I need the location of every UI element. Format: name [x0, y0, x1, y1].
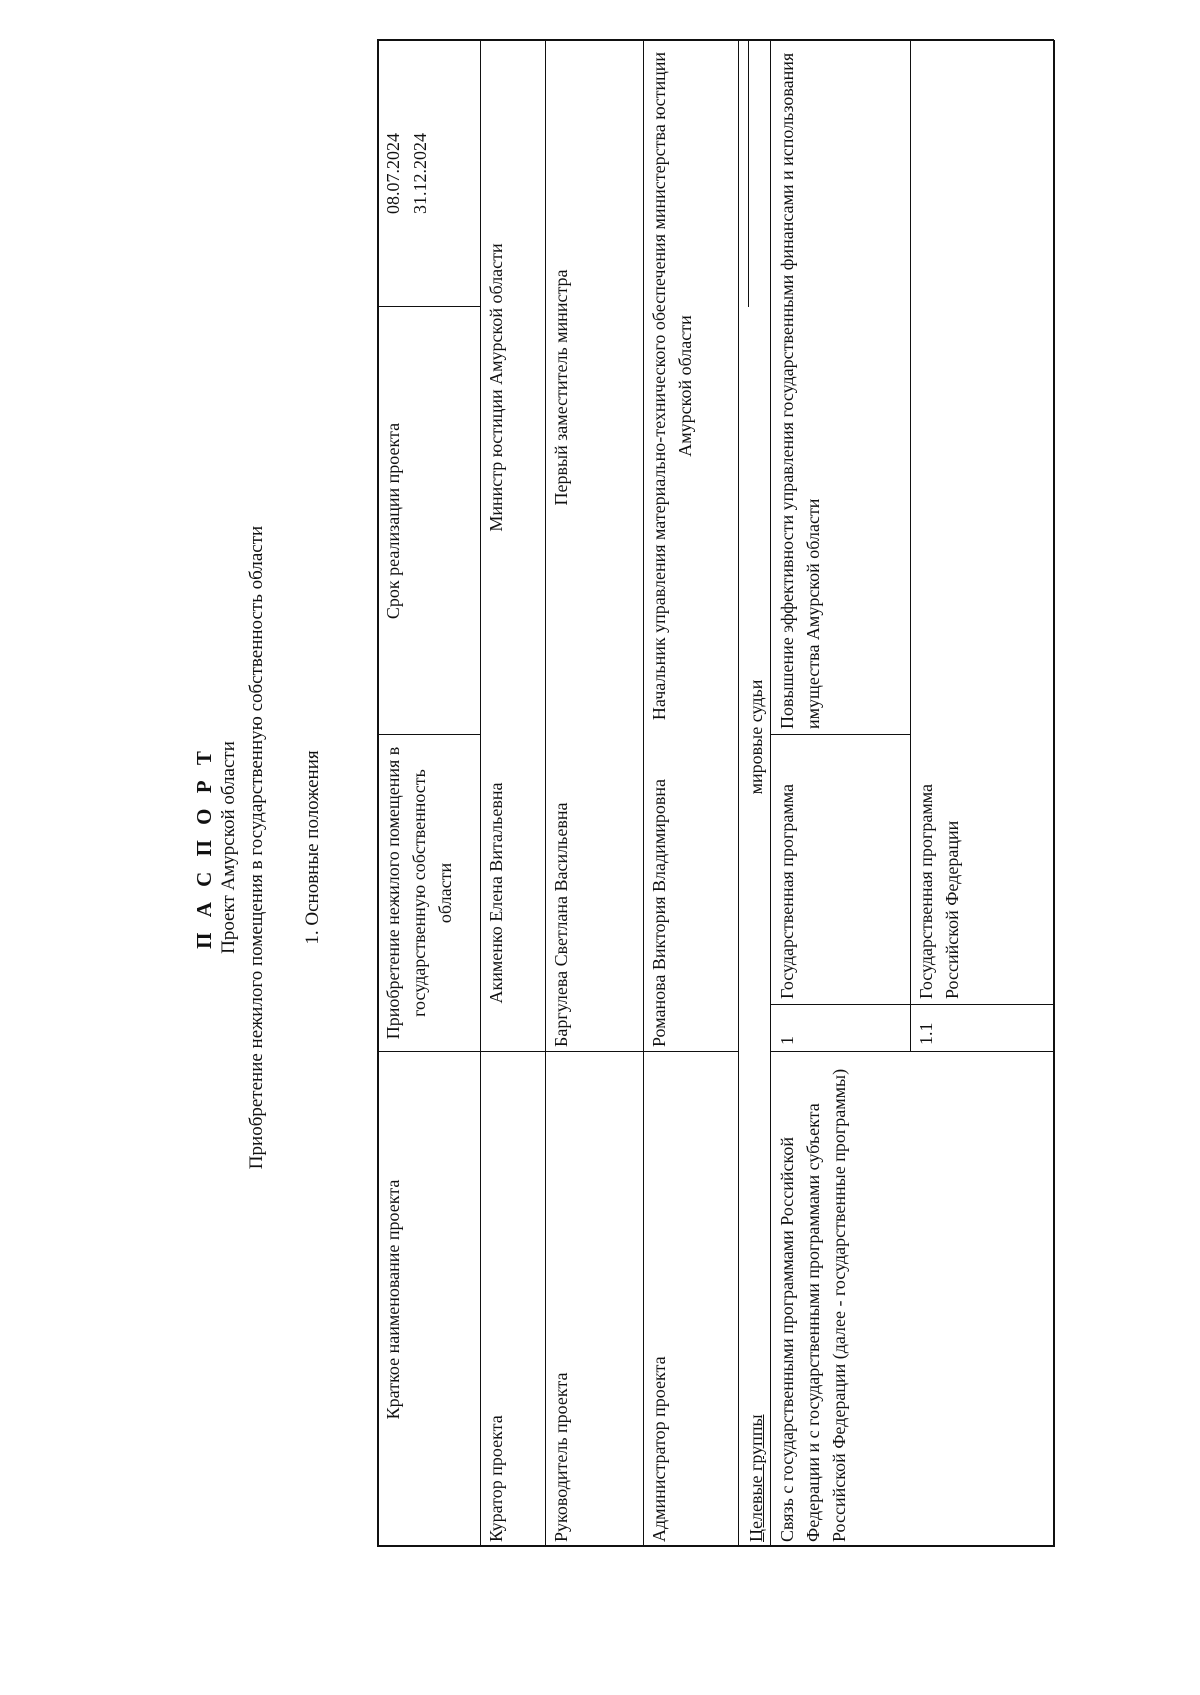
program-1-number: 1: [777, 1036, 797, 1045]
table-rule: [377, 1051, 739, 1052]
leader-position: Первый заместитель министра: [551, 269, 571, 506]
table-rule: [377, 40, 379, 1547]
term-start: 08.07.2024: [383, 133, 403, 214]
program-1-1-number: 1.1: [916, 1022, 936, 1045]
table-rule: [738, 40, 739, 1547]
administrator-position: Начальник управления материально-технического обеспечения министерства юстиции Амурской области: [649, 51, 695, 721]
term-end: 31.12.2024: [410, 133, 430, 214]
term-label: Срок реализации проекта: [383, 422, 403, 620]
program-1-type: Государственная программа: [777, 784, 797, 999]
document-subtitle: Проект Амурской области: [218, 741, 239, 954]
table-rule: [910, 40, 911, 1052]
table-rule: [748, 40, 749, 307]
table-rule: [770, 40, 771, 1547]
table-rule: [480, 40, 481, 1547]
curator-name: Акименко Елена Витальевна: [486, 782, 506, 1004]
leader-name: Баргулева Светлана Васильевна: [551, 802, 571, 1047]
table-rule: [545, 40, 546, 1547]
program-1-1-type: Государственная программа Российской Федерации: [916, 784, 962, 999]
table-rule: [377, 1545, 1054, 1547]
table-rule: [770, 1004, 1054, 1005]
leader-label: Руководитель проекта: [551, 1372, 571, 1542]
table-rule: [770, 1051, 1054, 1052]
table-rule: [377, 39, 1054, 41]
table-rule: [1053, 40, 1055, 1547]
short-name-value: Приобретение нежилого помещения в государственную собственность области: [383, 746, 455, 1040]
programs-label: Связь с государственными программами Российской Федерации и с государственными программами субъекта Российской Федерации (далее - государственные программы): [777, 1068, 849, 1542]
document-title: П А С П О Р Т: [192, 746, 216, 949]
administrator-label: Администратор проекта: [649, 1356, 669, 1542]
rotated-page: [10, 10, 1190, 1685]
target-groups-value: мировые судьи: [746, 679, 766, 795]
section-heading: 1. Основные положения: [302, 750, 323, 945]
document-project-name: Приобретение нежилого помещения в государственную собственность области: [246, 525, 267, 1170]
table-rule: [770, 734, 911, 735]
curator-position: Министр юстиции Амурской области: [486, 243, 506, 532]
curator-label: Куратор проекта: [486, 1415, 506, 1542]
program-1-name: Повышение эффективности управления государственными финансами и использования имущества Амурской области: [777, 52, 823, 729]
administrator-name: Романова Виктория Владимировна: [649, 779, 669, 1047]
table-rule: [643, 40, 644, 1547]
short-name-label: Краткое наименование проекта: [383, 1179, 403, 1420]
target-groups-label: Целевые группы: [746, 1414, 766, 1542]
